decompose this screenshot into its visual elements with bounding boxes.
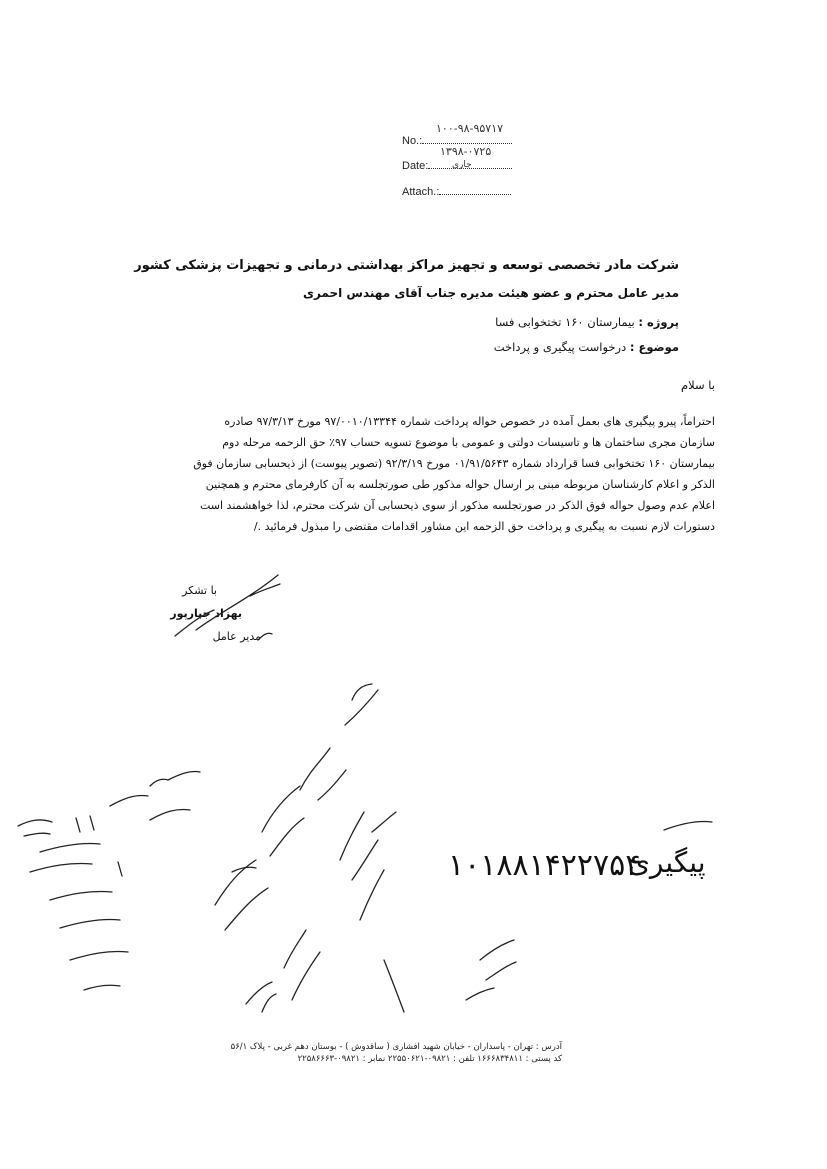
handwritten-note — [384, 960, 404, 1012]
handwritten-note — [50, 891, 120, 928]
greeting: با سلام — [681, 378, 715, 392]
body-line: احتراماً، پیرو پیگیری های بعمل آمده در خصوص حواله پرداخت شماره ۹۷/۰۰۱۰/۱۳۳۴۴ مورخ ۹۷/۳/۱۳ صادره — [224, 415, 715, 428]
signature-title: مدیر عامل — [212, 630, 261, 643]
handwritten-note — [284, 930, 320, 1000]
handwritten-note — [150, 771, 200, 786]
handwritten-note — [345, 684, 378, 725]
handwritten-number: ۱۰۱۸۸۱۴۲۲۷۵۴ — [448, 848, 642, 883]
handwritten-note — [76, 816, 122, 876]
signature-scribble — [258, 633, 272, 640]
ref-date-label: Date: — [402, 160, 429, 172]
body-line: بیمارستان ۱۶۰ تختخوابی فسا قرارداد شماره ۰۱/۹۱/۵۶۴۳ مورخ ۹۲/۳/۱۹ (تصویر پیوست) از ذیحسابی سازمان فوق — [193, 457, 715, 470]
addressee-recipient: مدیر عامل محترم و عضو هیئت مدیره جناب آقای مهندس احمری — [302, 286, 679, 300]
project-label: پروژه : — [638, 315, 679, 329]
project-value: بیمارستان ۱۶۰ تختخوابی فسا — [495, 315, 635, 329]
body-line: سازمان مجری ساختمان ها و تاسیسات دولتی و عمومی با موضوع تسویه حساب ۹۷٪ حق الزحمه مرحله دوم — [222, 436, 715, 449]
ref-attach-label: Attach.: — [402, 186, 440, 198]
signature-name: بهزاد جبارپور — [170, 607, 242, 620]
handwritten-note — [110, 795, 190, 820]
handwritten-note — [340, 812, 378, 880]
handwritten-note — [300, 748, 346, 800]
body-line: دستورات لازم نسبت به پیگیری و پرداخت حق الزحمه این مشاور اقدامات مقتضی را مبذول فرمائید ./ — [253, 520, 715, 533]
handwritten-note — [664, 821, 712, 830]
handwritten-note — [246, 982, 276, 1012]
signature-closing: با تشکر — [182, 584, 217, 597]
ref-number-label: No.: — [402, 135, 423, 147]
handwritten-note — [18, 820, 52, 836]
handwritten-note — [466, 988, 494, 1000]
handwritten-note — [70, 951, 128, 990]
ref-date-value: ۱۳۹۸-۰۷۲۵ — [440, 145, 492, 158]
handwritten-word: پیگیری — [628, 846, 706, 879]
body-line: الذکر و اعلام کارشناسان مربوطه مبنی بر ارسال حواله مذکور طی صورتجلسه به آن کارفرمای محترم و همچنین — [205, 478, 715, 491]
ref-number-value: ۱۰۰-۹۸-۹۵۷۱۷ — [436, 122, 504, 135]
handwritten-note — [360, 812, 396, 920]
subject-label: موضوع : — [629, 340, 679, 354]
signature-scribble — [175, 575, 280, 636]
addressee-company: شرکت مادر تخصصی توسعه و تجهیز مراکز بهداشتی درمانی و تجهیزات پزشکی کشور — [134, 258, 679, 273]
handwritten-note — [215, 860, 268, 930]
handwritten-note — [262, 786, 304, 856]
footer-address: آدرس : تهران - پاسداران - خیابان شهید افشاری ( ساقدوش ) - بوستان دهم غربی - پلاک ۵۶/۱ — [230, 1042, 562, 1052]
ref-date-extra: جاری — [452, 160, 472, 170]
body-line: اعلام عدم وصول حواله فوق الذکر در صورتجلسه مذکور از سوی ذیحسابی آن شرکت محترم، لذا خواهشمند است — [199, 499, 715, 512]
subject-value: درخواست پیگیری و پرداخت — [493, 340, 627, 354]
handwritten-note — [30, 843, 100, 872]
handwritten-note — [480, 940, 516, 980]
footer-contact: کد پستی : ۱۶۶۶۸۳۴۸۱۱ تلفن : ۰۹۸۲۱-۲۲۵۵۰۶۲۱ نمابر : ۰۹۸۲۱-۲۲۵۸۶۶۶۳ — [297, 1054, 562, 1064]
